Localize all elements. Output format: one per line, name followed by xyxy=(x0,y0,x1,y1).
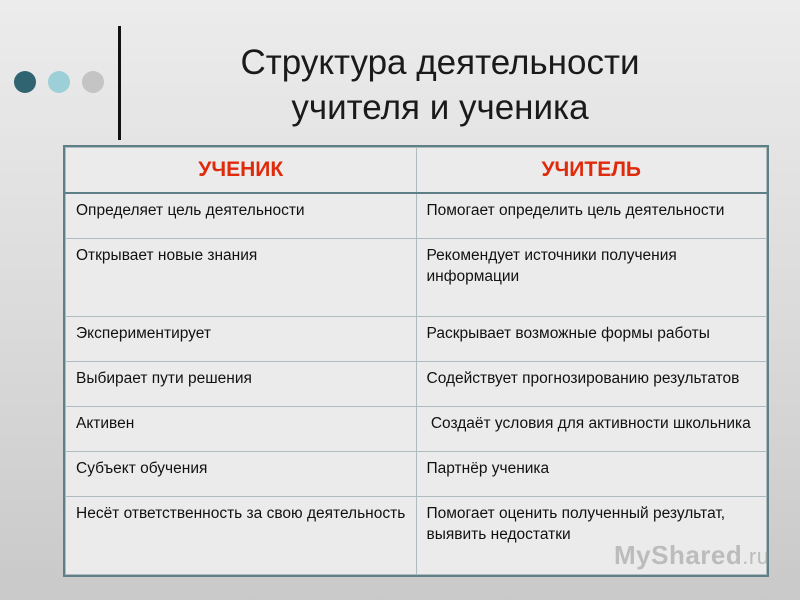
watermark-suffix: .ru xyxy=(742,544,770,569)
table-row xyxy=(66,239,767,317)
watermark-brand: MyShared xyxy=(614,540,743,570)
teacher-cell: Раскрывает возможные формы работы xyxy=(416,317,767,362)
watermark-logo xyxy=(614,540,769,571)
dot-dark-teal xyxy=(14,71,36,93)
student-cell: Несёт ответственность за свою деятельность xyxy=(66,496,417,574)
table-row xyxy=(66,317,767,362)
teacher-cell: Рекомендует источники получения информации xyxy=(416,239,767,317)
header-teacher: УЧИТЕЛЬ xyxy=(416,148,767,194)
decorative-dots xyxy=(14,71,104,93)
teacher-cell: Помогает оценить полученный результат, выявить недостатки xyxy=(416,496,767,574)
dot-gray xyxy=(82,71,104,93)
student-cell: Активен xyxy=(66,407,417,452)
slide-title xyxy=(140,40,740,130)
table-row xyxy=(66,193,767,239)
teacher-cell: Содействует прогнозированию результатов xyxy=(416,362,767,407)
header-student: УЧЕНИК xyxy=(66,148,417,194)
teacher-cell: Создаёт условия для активности школьника xyxy=(416,407,767,452)
teacher-cell: Помогает определить цель деятельности xyxy=(416,193,767,239)
student-cell: Открывает новые знания xyxy=(66,239,417,317)
student-cell: Выбирает пути решения xyxy=(66,362,417,407)
comparison-table xyxy=(63,145,769,577)
table-row xyxy=(66,451,767,496)
student-cell: Определяет цель деятельности xyxy=(66,193,417,239)
table-row xyxy=(66,407,767,452)
student-cell: Экспериментирует xyxy=(66,317,417,362)
slide-title-line1: Структура деятельности xyxy=(240,43,640,82)
student-cell: Субъект обучения xyxy=(66,451,417,496)
table-row xyxy=(66,362,767,407)
title-divider-line xyxy=(118,26,121,140)
dot-light-teal xyxy=(48,71,70,93)
table-header-row xyxy=(66,148,767,194)
slide-title-line2: учителя и ученика xyxy=(291,88,589,127)
teacher-cell: Партнёр ученика xyxy=(416,451,767,496)
